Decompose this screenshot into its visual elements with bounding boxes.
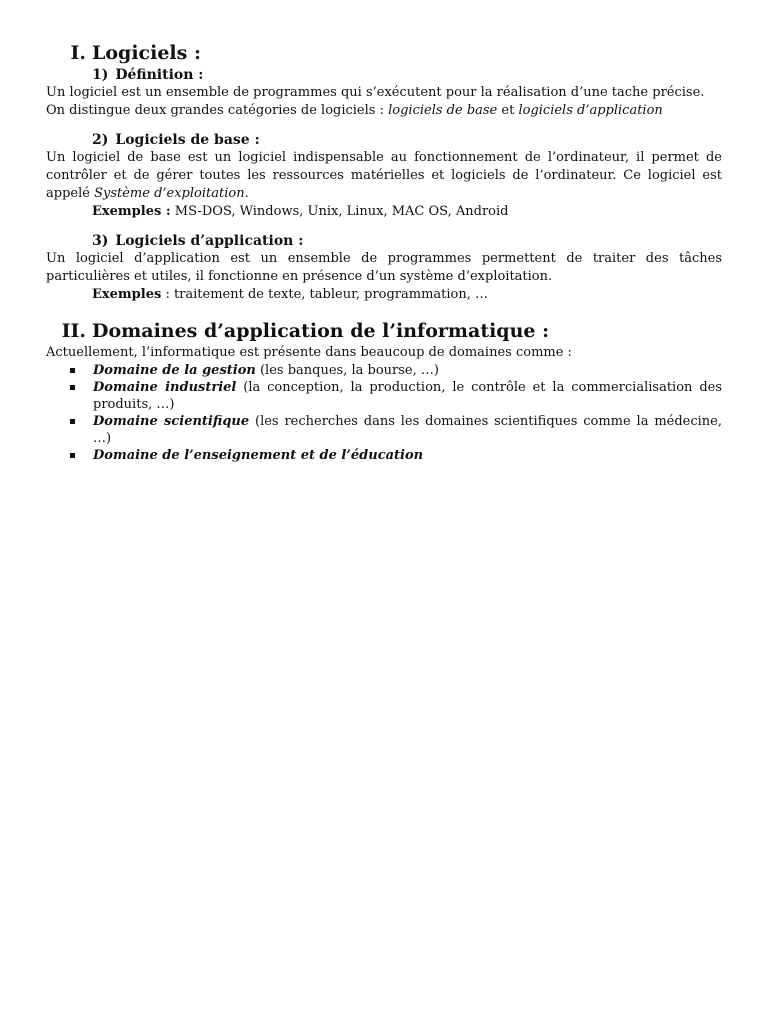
section-2-number: II. bbox=[61, 320, 86, 342]
domain-text: (la conception, la production, le contrôle et la commercialisation des produits, …) bbox=[93, 380, 723, 412]
base-examples-label: Exemples : bbox=[92, 204, 171, 219]
base-paragraph-text: Un logiciel de base est un logiciel indispensable au fonctionnement de l’ordinateur, il permet de contrôler et de gérer toutes les ressources matérielles et logiciels de l’ordinateur. Ce logiciel est appelé bbox=[46, 150, 722, 201]
domain-label: Domaine industriel bbox=[93, 380, 237, 395]
section-2-intro: Actuellement, l’informatique est présente dans beaucoup de domaines comme : bbox=[46, 345, 572, 360]
list-item bbox=[46, 413, 722, 447]
app-examples bbox=[46, 286, 722, 304]
subsection-base-title: Logiciels de base : bbox=[115, 132, 260, 148]
list-item bbox=[46, 379, 722, 413]
base-examples bbox=[46, 203, 722, 221]
base-paragraph bbox=[46, 149, 722, 203]
section-1-number: I. bbox=[70, 42, 86, 64]
app-paragraph: Un logiciel d’application est un ensemble de programmes permettent de traiter des tâches particulières et utiles, il fonctionne en présence d’un système d’exploitation. bbox=[46, 251, 722, 284]
square-bullet-icon bbox=[70, 453, 75, 458]
domains-list bbox=[46, 362, 722, 464]
subsection-definition-title: Définition : bbox=[115, 67, 204, 83]
subsection-app-number: 3) bbox=[92, 233, 109, 249]
section-2-heading bbox=[46, 318, 722, 344]
domain-label: Domaine de la gestion bbox=[93, 363, 256, 378]
subsection-definition-number: 1) bbox=[92, 67, 109, 83]
square-bullet-icon bbox=[70, 419, 75, 424]
subsection-base-heading bbox=[46, 131, 722, 149]
section-1-title: Logiciels : bbox=[92, 42, 201, 64]
domain-label: Domaine de l’enseignement et de l’éducation bbox=[93, 448, 424, 463]
section-1-heading bbox=[46, 40, 722, 66]
definition-line-2-mid: et bbox=[497, 103, 519, 118]
subsection-base-number: 2) bbox=[92, 132, 109, 148]
subsection-definition-heading bbox=[46, 66, 722, 84]
square-bullet-icon bbox=[70, 385, 75, 390]
definition-italic-base: logiciels de base bbox=[388, 103, 498, 118]
list-item bbox=[46, 447, 722, 464]
domain-text: (les banques, la bourse, …) bbox=[255, 363, 439, 378]
domain-label: Domaine scientifique bbox=[93, 414, 250, 429]
document-page bbox=[46, 40, 722, 464]
domain-text: (les recherches dans les domaines scientifiques comme la médecine, …) bbox=[93, 414, 722, 446]
subsection-app-heading bbox=[46, 232, 722, 250]
app-examples-text: : traitement de texte, tableur, programmation, … bbox=[161, 287, 489, 302]
base-examples-text: MS-DOS, Windows, Unix, Linux, MAC OS, Android bbox=[170, 204, 509, 219]
definition-line-1: Un logiciel est un ensemble de programmes qui s’exécutent pour la réalisation d’une tache précise. bbox=[46, 85, 705, 100]
base-paragraph-end: . bbox=[244, 186, 249, 201]
section-2-title: Domaines d’application de l’informatique : bbox=[92, 320, 550, 342]
list-item bbox=[46, 362, 722, 379]
definition-line-2 bbox=[46, 102, 722, 120]
square-bullet-icon bbox=[70, 368, 75, 373]
definition-line-2-prefix: On distingue deux grandes catégories de logiciels : bbox=[46, 103, 389, 118]
subsection-app-title: Logiciels d’application : bbox=[115, 233, 304, 249]
definition-italic-app: logiciels d’application bbox=[518, 103, 663, 118]
base-paragraph-italic: Système d’exploitation bbox=[94, 186, 245, 201]
app-examples-label: Exemples bbox=[92, 287, 162, 302]
